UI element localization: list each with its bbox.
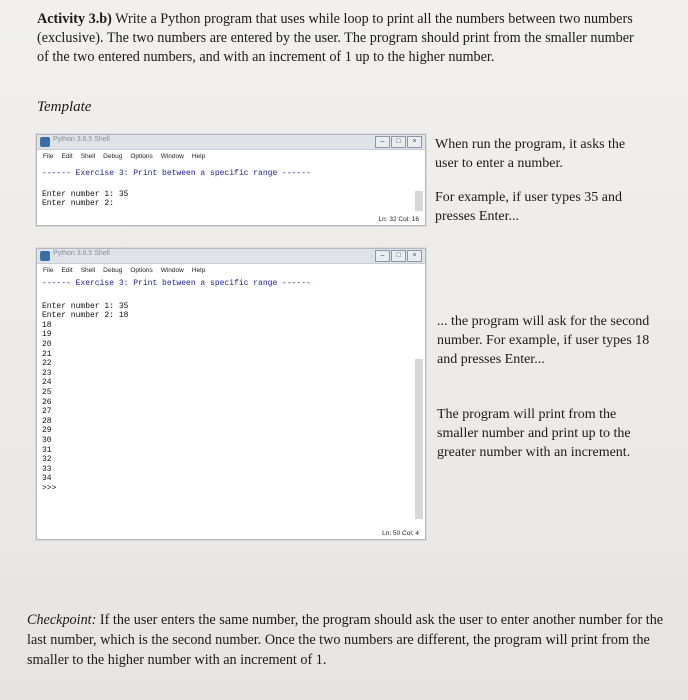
output-line: 19 bbox=[42, 330, 52, 340]
menu-shell[interactable]: Shell bbox=[80, 152, 96, 160]
close-icon[interactable]: × bbox=[407, 250, 422, 262]
output-line: 31 bbox=[42, 445, 52, 455]
menu-window[interactable]: Window bbox=[160, 152, 184, 160]
output-line: 30 bbox=[42, 435, 52, 445]
menu-help[interactable]: Help bbox=[191, 266, 206, 274]
minimize-icon[interactable]: – bbox=[375, 136, 390, 148]
output-line: 29 bbox=[42, 426, 52, 436]
shell-menubar bbox=[37, 264, 425, 276]
output-line: 32 bbox=[42, 455, 52, 465]
output-line: 33 bbox=[42, 464, 52, 474]
window-controls bbox=[375, 250, 422, 262]
output-line: 34 bbox=[42, 474, 52, 484]
python-icon bbox=[40, 137, 50, 147]
maximize-icon[interactable]: □ bbox=[391, 136, 406, 148]
menu-shell[interactable]: Shell bbox=[80, 266, 96, 274]
close-icon[interactable]: × bbox=[407, 136, 422, 148]
scrollbar[interactable] bbox=[415, 191, 423, 211]
banner-line: ------ Exercise 3: Print between a specific range ------ bbox=[42, 169, 311, 178]
menu-file[interactable]: File bbox=[43, 152, 54, 160]
shell-title: Python 3.6.5 Shell bbox=[53, 250, 110, 257]
shell-title: Python 3.6.5 Shell bbox=[53, 136, 110, 143]
menu-edit[interactable]: Edit bbox=[61, 266, 73, 274]
scrollbar[interactable] bbox=[415, 359, 423, 519]
shell-output[interactable] bbox=[42, 169, 411, 209]
output-line: 28 bbox=[42, 416, 52, 426]
output-line: 23 bbox=[42, 368, 52, 378]
activity-paragraph bbox=[37, 10, 637, 67]
output-line: 21 bbox=[42, 349, 52, 359]
output-line: Enter number 1: 35 bbox=[42, 189, 129, 199]
output-line: 18 bbox=[42, 320, 52, 330]
menu-debug[interactable]: Debug bbox=[103, 152, 123, 160]
activity-text: Write a Python program that uses while loop to print all the numbers between two numbers (exclusive). The two numbers are entered by the user. The program should print from the smaller number of the two entered numbers, and with an increment of 1 up to the higher number. bbox=[37, 11, 634, 65]
python-shell-window-1 bbox=[36, 134, 426, 226]
output-line: 26 bbox=[42, 397, 52, 407]
maximize-icon[interactable]: □ bbox=[391, 250, 406, 262]
output-line: 22 bbox=[42, 359, 52, 369]
output-line: 20 bbox=[42, 339, 52, 349]
checkpoint-label: Checkpoint: bbox=[27, 612, 97, 628]
menu-file[interactable]: File bbox=[43, 266, 54, 274]
prompt-line: >>> bbox=[42, 483, 57, 493]
note-print-range: The program will print from the smaller number and print up to the greater number with an increment. bbox=[437, 407, 631, 460]
note-example-35: For example, if user types 35 and presses Enter... bbox=[435, 190, 623, 224]
banner-line: ------ Exercise 3: Print between a specific range ------ bbox=[42, 279, 311, 288]
output-line: Enter number 2: bbox=[42, 199, 115, 209]
output-line: Enter number 2: 18 bbox=[42, 311, 129, 321]
shell-titlebar bbox=[37, 249, 425, 264]
python-shell-window-2 bbox=[36, 248, 426, 540]
output-line: 27 bbox=[42, 407, 52, 417]
shell-output[interactable] bbox=[42, 279, 411, 493]
output-line: 24 bbox=[42, 378, 52, 388]
menu-options[interactable]: Options bbox=[130, 152, 153, 160]
note-first-number: When run the program, it asks the user to enter a number. bbox=[435, 137, 626, 171]
checkpoint-text: If the user enters the same number, the program should ask the user to enter another number for the last number, which is the second number. Once the two numbers are different, the program will print from the smaller to the higher number with an increment of 1. bbox=[27, 612, 664, 668]
shell-titlebar bbox=[37, 135, 425, 150]
status-bar: Ln: 50 Col: 4 bbox=[382, 530, 419, 537]
window-controls bbox=[375, 136, 422, 148]
minimize-icon[interactable]: – bbox=[375, 250, 390, 262]
menu-edit[interactable]: Edit bbox=[61, 152, 73, 160]
menu-options[interactable]: Options bbox=[130, 266, 153, 274]
menu-debug[interactable]: Debug bbox=[103, 266, 123, 274]
output-line: 25 bbox=[42, 387, 52, 397]
python-icon bbox=[40, 251, 50, 261]
activity-label: Activity 3.b) bbox=[37, 11, 112, 27]
note-second-number: ... the program will ask for the second number. For example, if user types 18 and presses Enter... bbox=[437, 314, 650, 367]
menu-window[interactable]: Window bbox=[160, 266, 184, 274]
menu-help[interactable]: Help bbox=[191, 152, 206, 160]
checkpoint-paragraph bbox=[27, 610, 667, 670]
output-line: Enter number 1: 35 bbox=[42, 301, 129, 311]
template-heading: Template bbox=[37, 99, 92, 115]
shell-menubar bbox=[37, 150, 425, 162]
status-bar: Ln: 32 Col: 16 bbox=[378, 216, 419, 223]
